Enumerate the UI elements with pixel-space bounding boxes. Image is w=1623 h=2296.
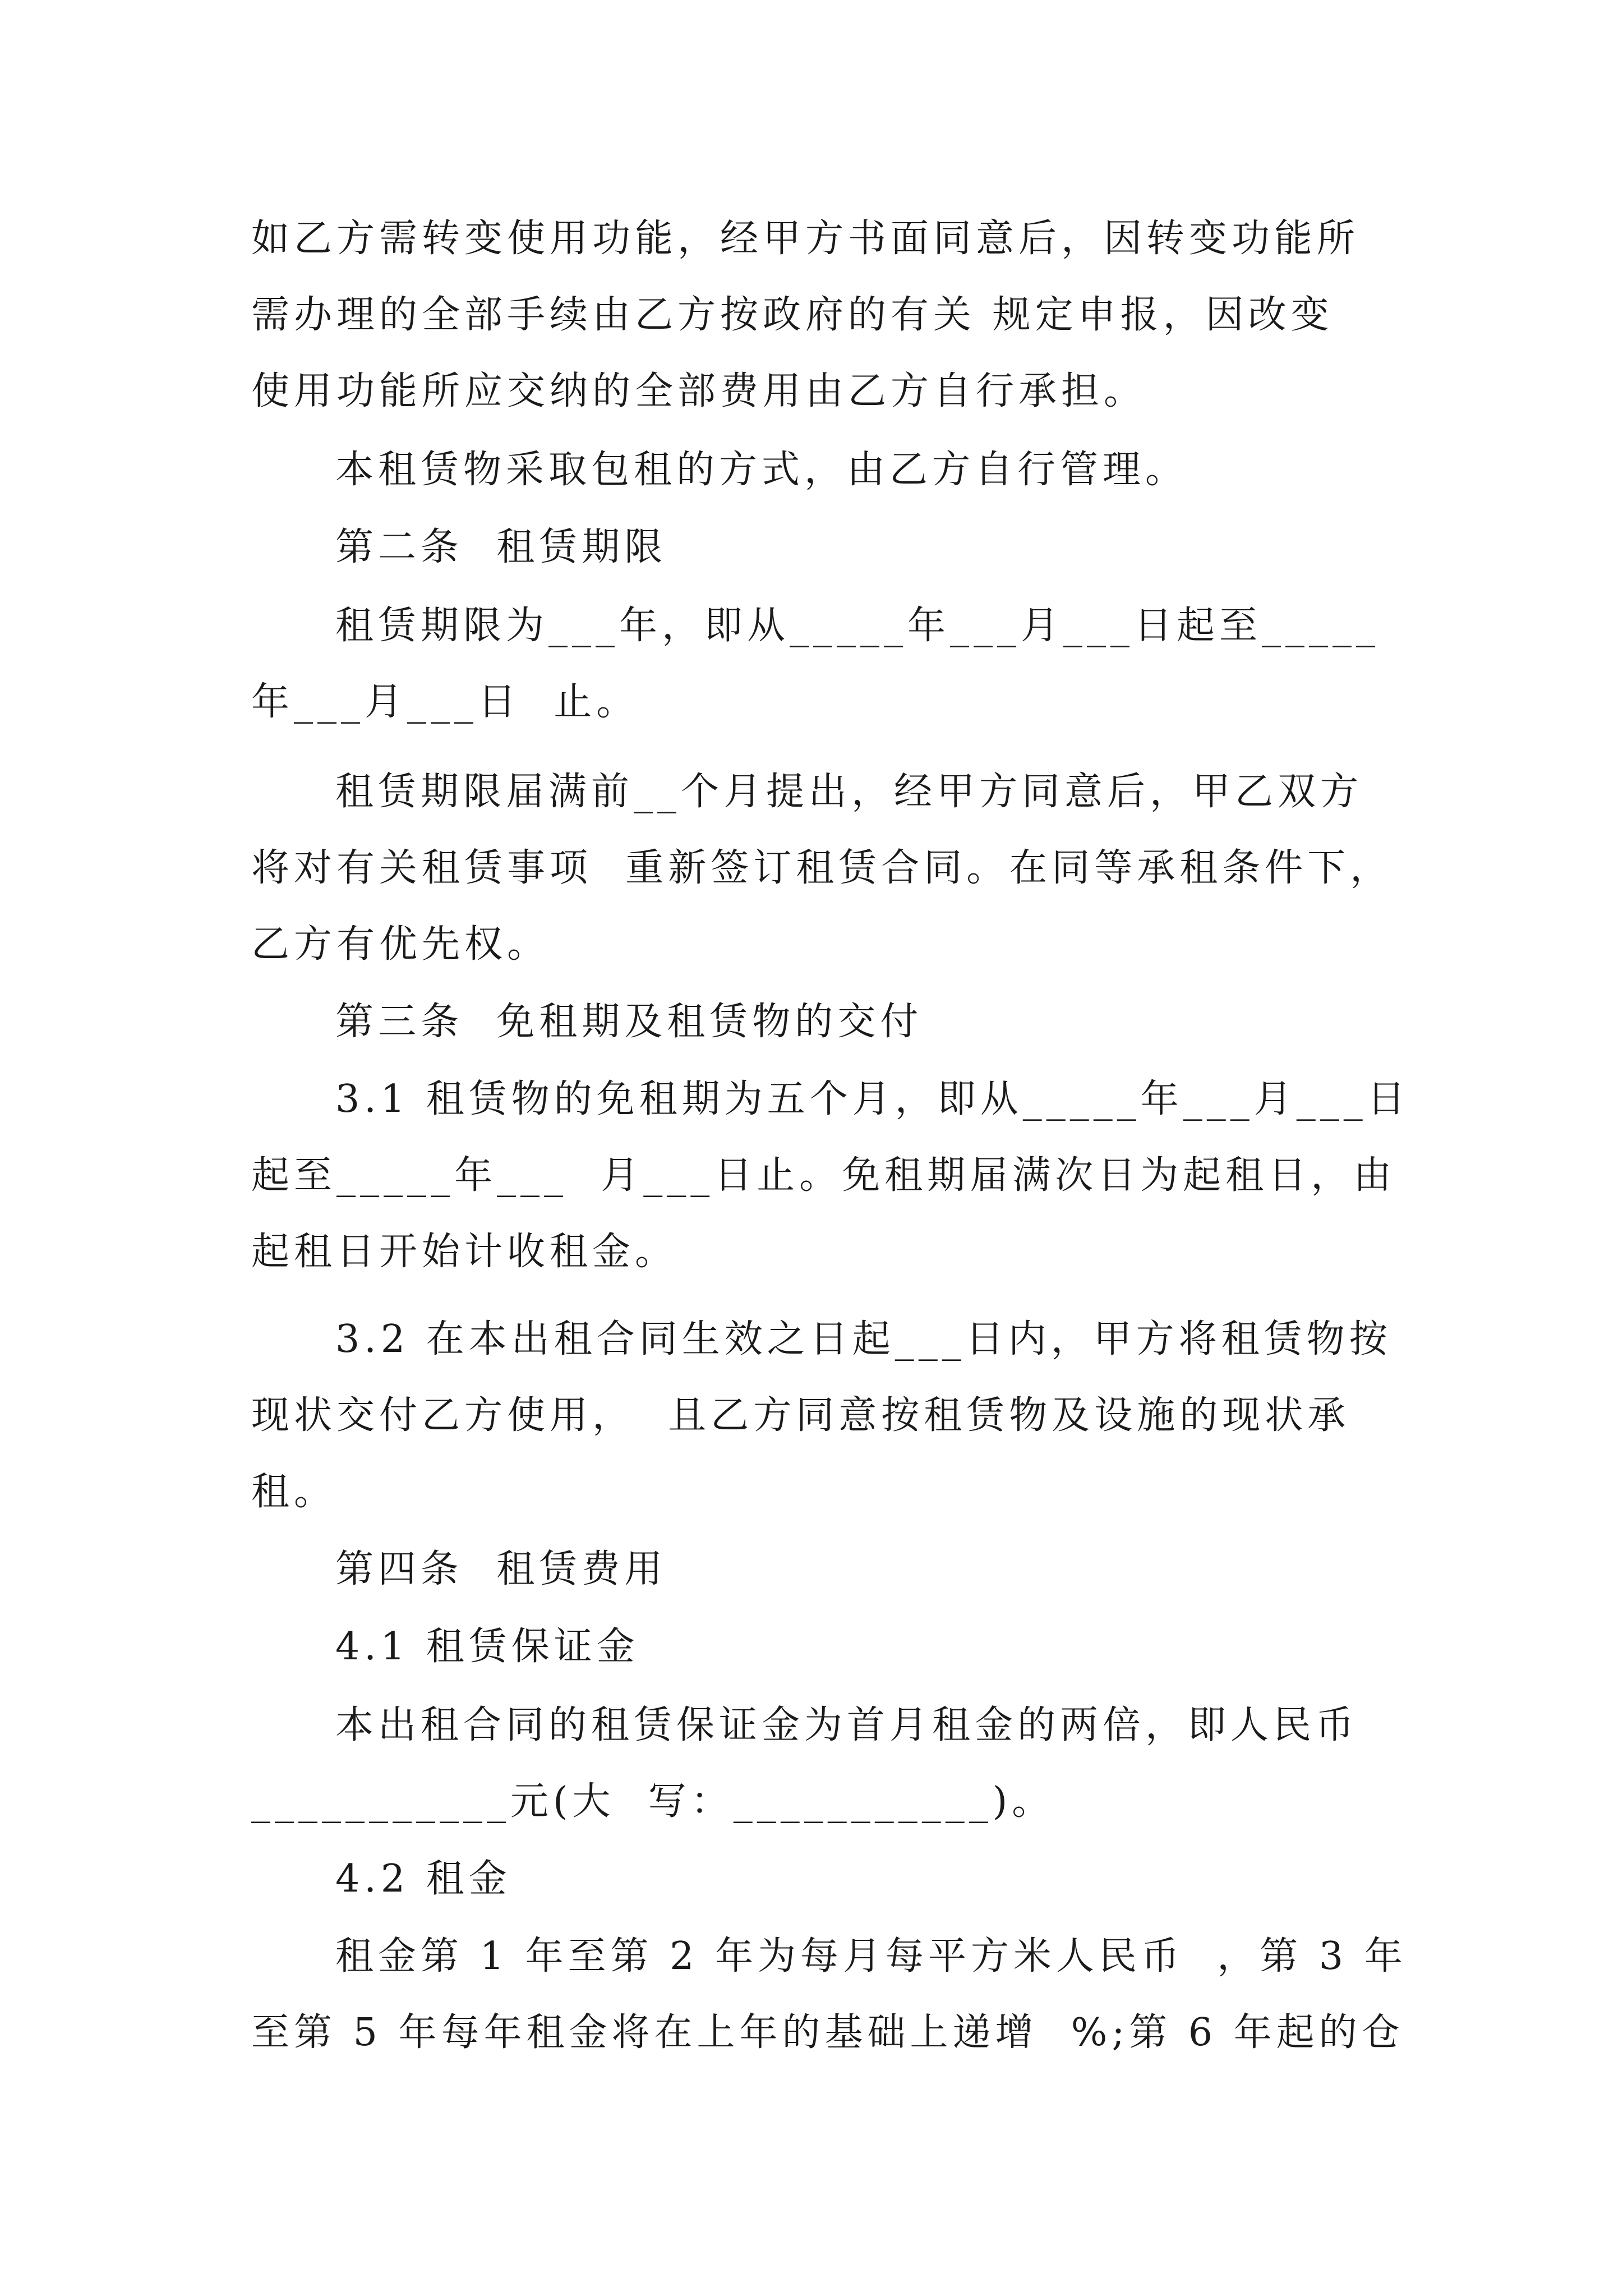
paragraph-line: 年___月___日 止。: [251, 680, 639, 724]
section-heading: 第四条 租赁费用: [335, 1547, 667, 1591]
paragraph-line: 本出租合同的租赁保证金为首月租金的两倍，即人民币: [335, 1703, 1359, 1747]
paragraph-line: 至第 5 年每年租金将在上年的基础上递增 %;第 6 年起的仓: [251, 2010, 1404, 2055]
section-heading: 第二条 租赁期限: [335, 525, 667, 569]
subsection-heading: 4.2 租金: [335, 1857, 511, 1901]
paragraph-line: 租赁期限届满前__个月提出，经甲方同意后，甲乙双方: [335, 770, 1363, 814]
subsection-heading: 4.1 租赁保证金: [335, 1625, 639, 1669]
paragraph-line: 现状交付乙方使用， 且乙方同意按租赁物及设施的现状承: [251, 1393, 1350, 1438]
paragraph-line: 3.1 租赁物的免租期为五个月，即从_____年___月___日: [335, 1077, 1410, 1121]
paragraph-line: 如乙方需转变使用功能，经甲方书面同意后，因转变功能所: [251, 217, 1360, 261]
paragraph-line: 租金第 1 年至第 2 年为每月每平方米人民币 ，第 3 年: [335, 1934, 1407, 1978]
paragraph-line: 起租日开始计收租金。: [251, 1230, 678, 1274]
paragraph-line: 乙方有优先权。: [251, 922, 550, 967]
paragraph-line: 将对有关租赁事项 重新签订租赁合同。在同等承租条件下，: [251, 846, 1393, 890]
paragraph-line: 租赁期限为___年，即从_____年___月___日起至_____: [335, 604, 1380, 648]
paragraph-line: 本租赁物采取包租的方式，由乙方自行管理。: [335, 448, 1188, 492]
paragraph-line: 3.2 在本出租合同生效之日起___日内，甲方将租赁物按: [335, 1317, 1392, 1361]
paragraph-line: 起至_____年___ 月___日止。免租期届满次日为起租日，由: [251, 1153, 1396, 1198]
paragraph-line: 使用功能所应交纳的全部费用由乙方自行承担。: [251, 369, 1147, 413]
section-heading: 第三条 免租期及租赁物的交付: [335, 1000, 923, 1044]
paragraph-line: ___________元(大 写：___________)。: [251, 1779, 1055, 1824]
paragraph-line: 需办理的全部手续由乙方按政府的有关 规定申报，因改变: [251, 293, 1334, 337]
paragraph-line: 租。: [251, 1470, 337, 1514]
